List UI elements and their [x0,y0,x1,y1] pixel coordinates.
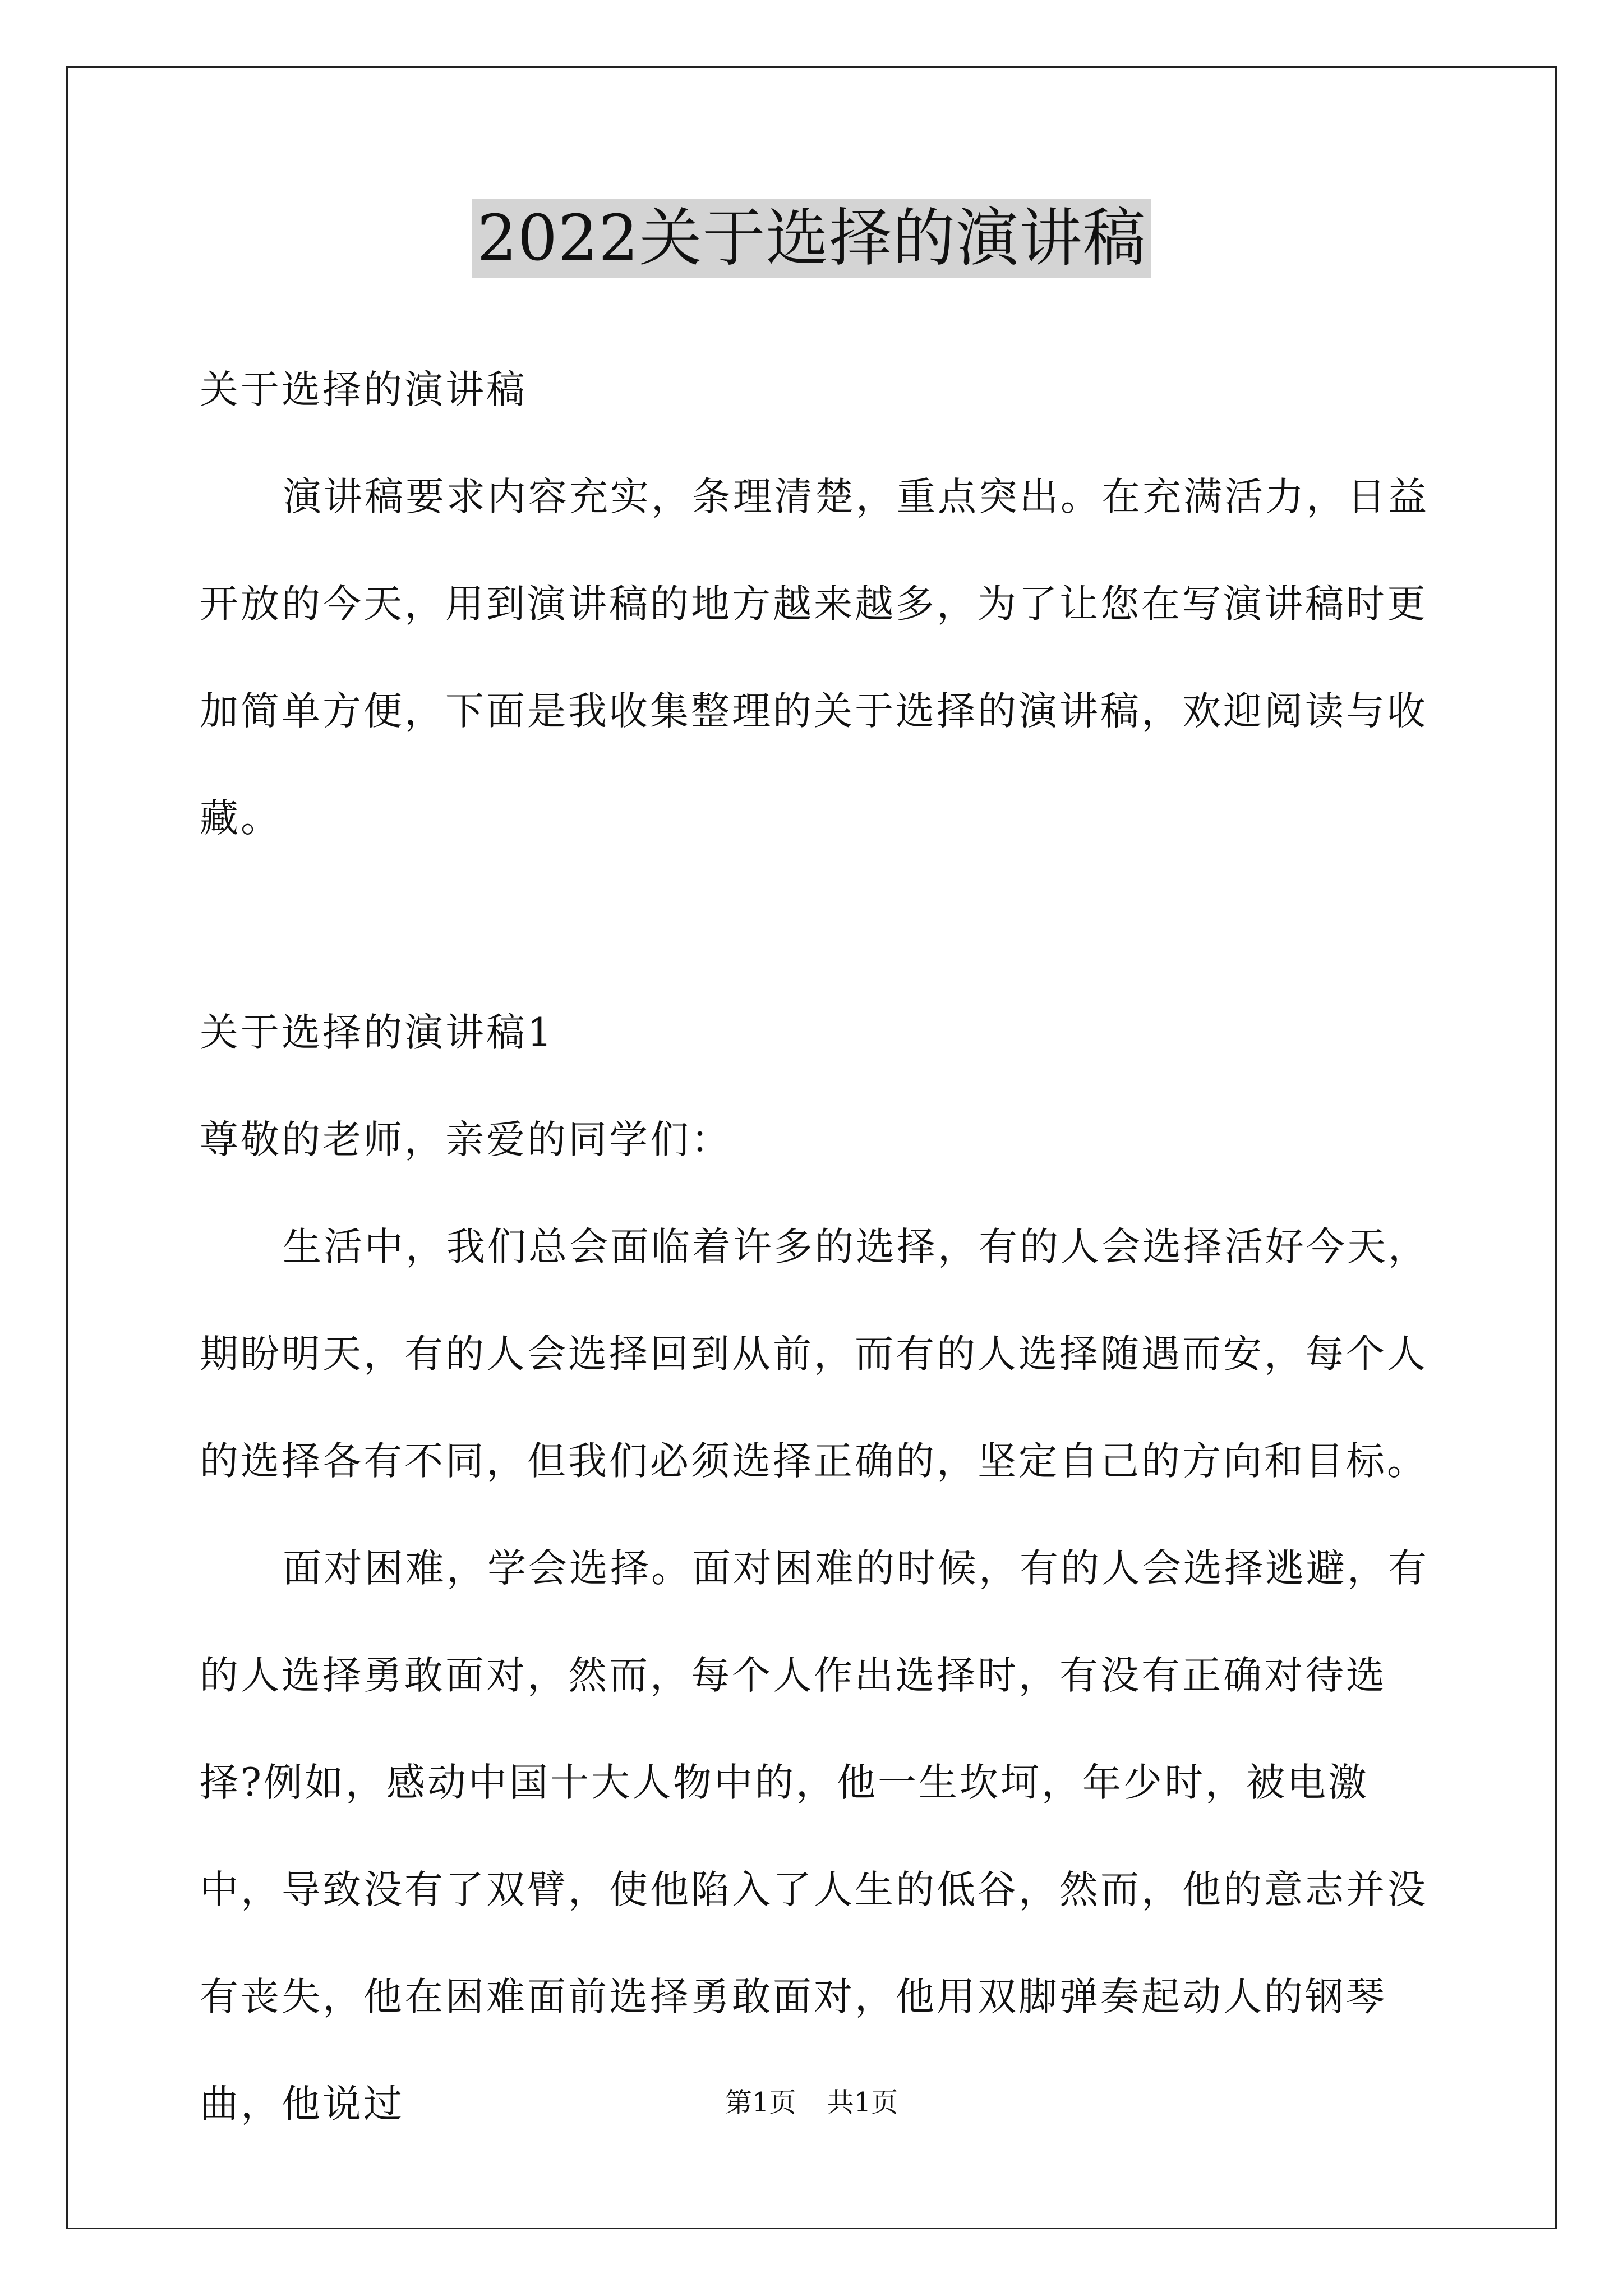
intro-paragraph: 演讲稿要求内容充实，条理清楚，重点突出。在充满活力，日益开放的今天，用到演讲稿的地方越来越多，为了让您在写演讲稿时更加简单方便，下面是我收集整理的关于选择的演讲稿，欢迎阅读与收藏。 [200,475,1429,841]
section-heading: 关于选择的演讲稿1 [200,1010,554,1055]
document-title: 2022关于选择的演讲稿 [472,199,1150,278]
greeting: 尊敬的老师，亲爱的同学们： [200,1117,732,1162]
body-paragraph: 面对困难，学会选择。面对困难的时候，有的人会选择逃避，有的人选择勇敢面对，然而，每个人作出选择时，有没有正确对待选择?例如，感动中国十大人物中的，他一生坎坷，年少时，被电激中，导致没有了双臂，使他陷入了人生的低谷，然而，他的意志并没有丧失，他在困难面前选择勇敢面对，他用双脚弹奏起动人的钢琴曲，他说过 [200,1546,1429,2127]
subtitle: 关于选择的演讲稿 [200,367,527,412]
page-footer [0,2086,1623,2119]
page-total: 共1页 [827,2087,898,2118]
page-number: 第1页 [725,2087,796,2118]
body-paragraph: 生活中，我们总会面临着许多的选择，有的人会选择活好今天，期盼明天，有的人会选择回到从前，而有的人选择随遇而安，每个人的选择各有不同，但我们必须选择正确的，坚定自己的方向和目标。 [200,1225,1429,1484]
blank-line [200,872,1433,979]
document-body [200,337,1433,2158]
title-wrap [0,199,1623,278]
